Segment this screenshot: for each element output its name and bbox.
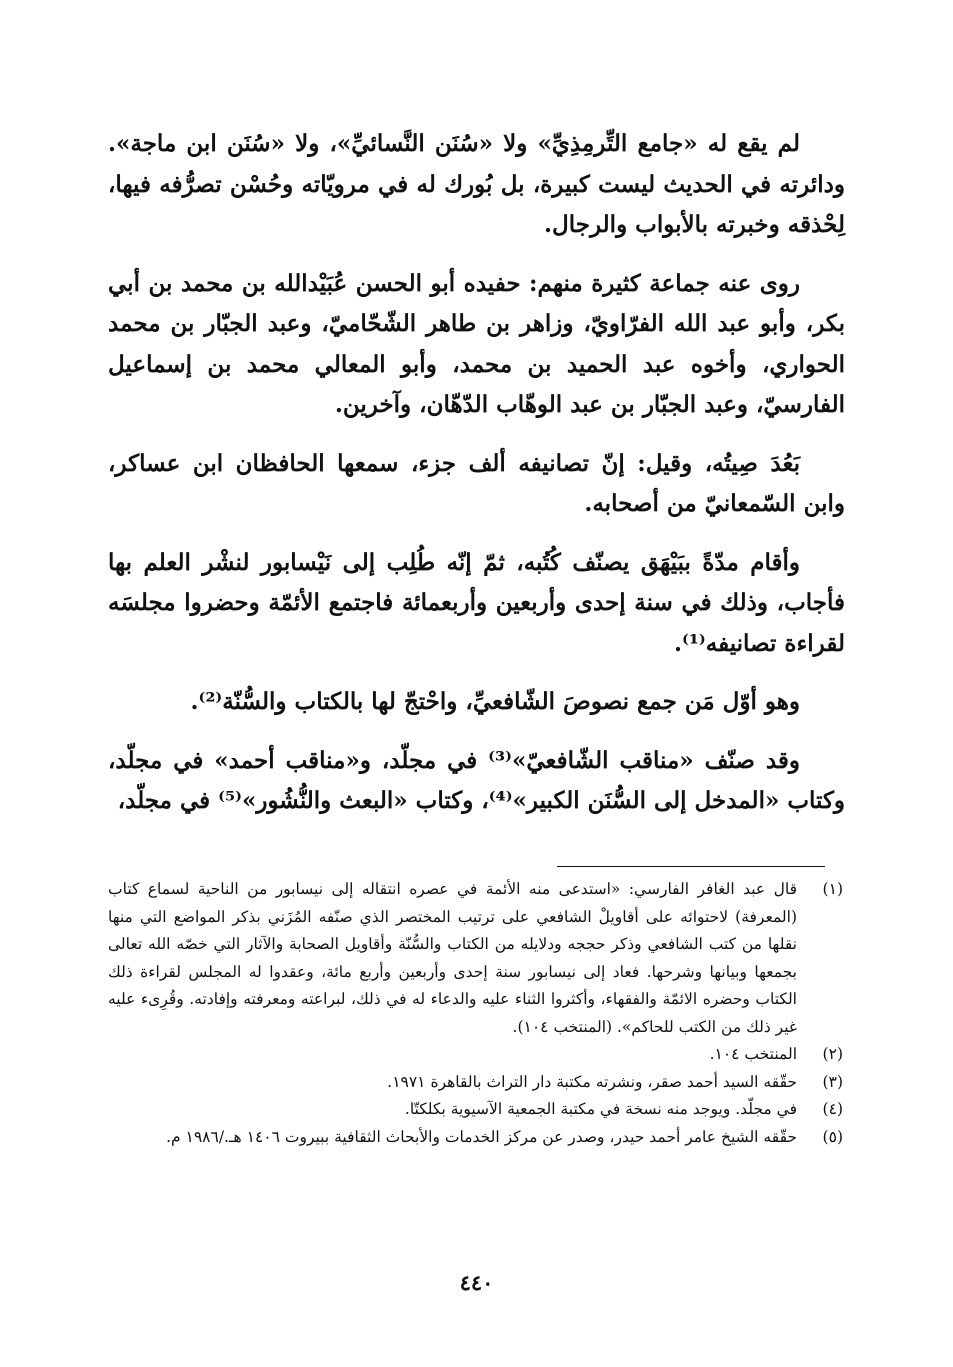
footnote-number: (٤)	[822, 1100, 843, 1118]
paragraph: وهو أوّل مَن جمع نصوصَ الشّافعيِّ، واحْتجّ لها بالكتاب والسُّنّة⁽²⁾.	[190, 688, 800, 715]
paragraph: روى عنه جماعة كثيرة منهم: حفيده أبو الحسن عُبَيْدالله بن محمد بن أبي بكر، وأبو عبد الله الفرّاويّ، وزاهر بن طاهر الشّحّاميّ، وعبد الجبّار بن محمد الحواري، وأخوه عبد الحميد بن محمد، وأبو المعالي محمد بن إسماعيل الفارسيّ، وعبد الجبّار بن عبد الوهّاب الدّهّان، وآخرين.	[108, 269, 845, 418]
main-text	[108, 124, 845, 822]
paragraph: وأقام مدّةً ببَيْهَق يصنّف كُتُبه، ثمّ إنّه طُلِب إلى نَيْسابور لنشْر العلم بها فأجاب، وذلك في سنة إحدى وأربعين وأربعمائة فاجتمع الأئمّة وحضروا مجلسَه لقراءة تصانيفه⁽¹⁾.	[108, 548, 845, 657]
footnote-item	[108, 1124, 845, 1152]
footnote-number: (٢)	[822, 1045, 843, 1063]
footnote-separator	[557, 866, 825, 867]
footnote-number: (١)	[822, 880, 843, 898]
footnote-item	[108, 876, 845, 1041]
footnote-item	[108, 1041, 845, 1069]
footnote-text: قال عبد الغافر الفارسي: «استدعى منه الأئمة في عصره انتقاله إلى نيسابور من الناحية لسماع كتاب (المعرفة) لاحتوائه على أقاويلْ الشافعي على ترتيب المختصر الذي صنّفه المُزَني بذكر المواضع التي منها نقلها من كتب الشافعي وذكر حججه ودلايله من الكتاب والسُّنّة وأقاويل الصحابة والآثار التي خصّه الله تعالى بجمعها وبيانها وشرحها. فعاد إلى نيسابور سنة إحدى وأربعين وأربع مائة، وعقدوا له المجلس لقراءة ذلك الكتاب وحضره الائمّة والفقهاء، وأكثروا الثناء عليه والدعاء له في ذلك، لبراعته ومعرفته وإفادته. وقُرِىء عليه غير ذلك من الكتب للحاكم». (المنتخب ١٠٤).	[108, 880, 797, 1036]
footnote-number: (٣)	[822, 1072, 843, 1091]
page-number: ٤٤٠	[459, 1270, 494, 1295]
paragraph: لم يقع له «جامع التِّرمِذِيِّ» ولا «سُنَن النَّسائيِّ»، ولا «سُنَن ابن ماجة». ودائرته في الحديث ليست كبيرة، بل بُورك له في مرويّاته وحُسْن تصرُّفه فيها، لِحْذقه وخبرته بالأبواب والرجال.	[108, 130, 845, 238]
footnote-text: في مجلّد. ويوجد منه نسخة في مكتبة الجمعية الآسيوية بكلكتّا.	[404, 1100, 797, 1118]
footnotes	[108, 876, 845, 1151]
footnote-text: المنتخب ١٠٤.	[709, 1045, 797, 1063]
footnote-number: (٥)	[822, 1127, 843, 1146]
footnote-item	[108, 1096, 845, 1124]
footnote-text: حقّقه الشيخ عامر أحمد حيدر، وصدر عن مركز الخدمات والأبحاث الثقافية ببيروت ١٤٠٦ هـ./١٩٨٦ م.	[166, 1127, 797, 1146]
footnote-text: حقّقه السيد أحمد صقر، ونشرته مكتبة دار التراث بالقاهرة ١٩٧١.	[387, 1072, 797, 1091]
paragraph: وقد صنّف «مناقب الشّافعيّ»⁽³⁾ في مجلّد، و«مناقب أحمد» في مجلّد، وكتاب «المدخل إلى السُّنَن الكبير»⁽⁴⁾، وكتاب «البعث والنُّشُور»⁽⁵⁾ في مجلّد،	[108, 746, 845, 814]
footnote-item	[108, 1069, 845, 1097]
paragraph: بَعُدَ صِيتُه، وقيل: إنّ تصانيفه ألف جزء، سمعها الحافظان ابن عساكر، وابن السّمعانيّ من أصحابه.	[108, 449, 845, 517]
